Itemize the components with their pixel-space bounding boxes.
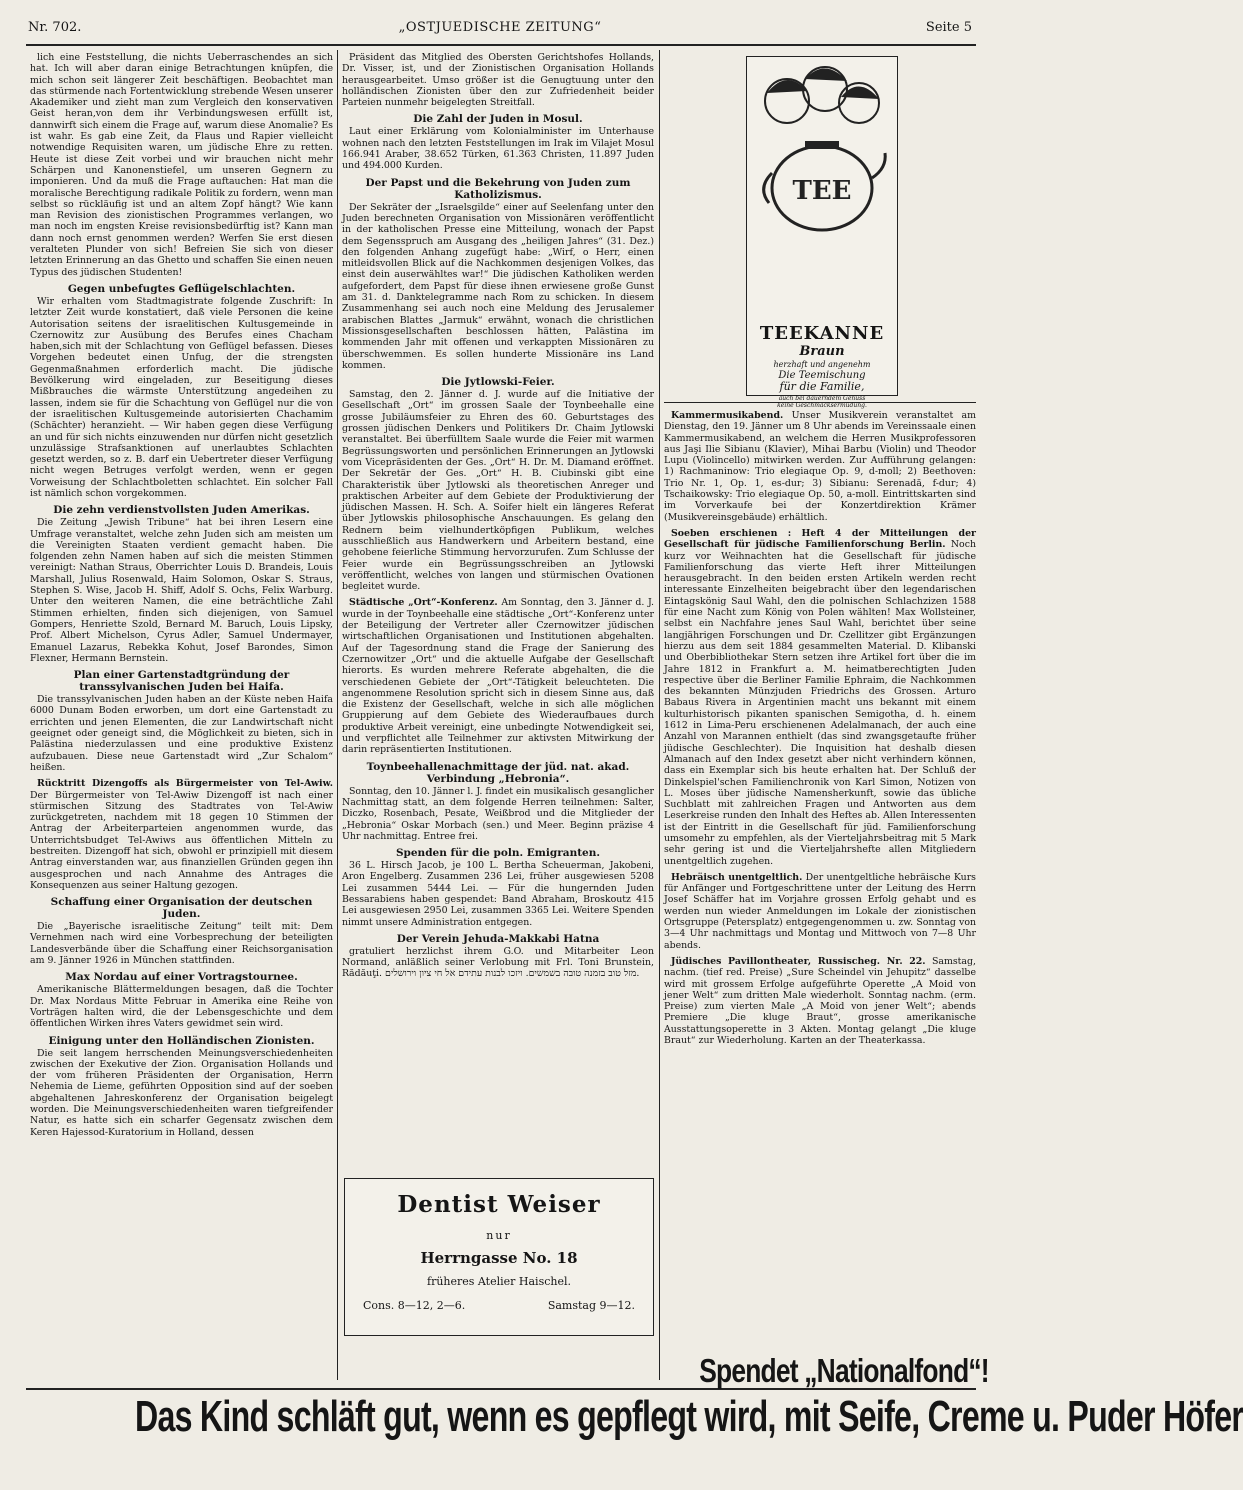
article-body [664, 528, 976, 867]
dentist-address: Herrngasse No. 18 [420, 1249, 578, 1267]
article-text: Sonntag, den 10. Jänner l. J. findet ein musikalisch gesanglicher Nachmittag statt, an dem folgende Herren teilnehmen: Salter, Diczko, Rosenbach, Pesate, Weißbrod und die Mitglieder der „Hebronia“ Oskar Morbach (sen.) und Meer. Beginn präzise 4 Uhr nachmittag. Entree frei. [342, 785, 654, 842]
article-text: Der Bürgermeister von Tel-Awiw Dizengoff ist nach einer stürmischen Sitzung des Stadtrates von Tel-Awiw zurückgetreten, nachdem mit 18 gegen 10 Stimmen der Antrag der Arbeiterparteien angenommen wurde, das Unterrichtsbudget Tel-Awiws aus öffentlichen Mitteln zu bestreiten. Dizengoff hat sich, obwohl er prinzipiell mit diesem Antrag einverstanden war, aus finanziellen Gründen gegen ihn ausgesprochen und nach Annahme des Antrages die Konsequenzen aus seiner Haltung gezogen. [30, 789, 333, 891]
article-body [30, 921, 333, 966]
article-headline: Toynbeehallenachmittage der jüd. nat. akad. Verbindung „Hebronia“. [366, 760, 630, 785]
teekanne-line2: Die Teemischung [778, 370, 866, 381]
dentist-name: Dentist Weiser [397, 1191, 601, 1218]
article-body [342, 786, 654, 842]
article-text: Samstag, nachm. (tief red. Preise) „Sure Scheindel vin Jehupitz“ dasselbe wird mit grossem Erfolge aufgeführte Operette „A Moid von jener Welt“ zum dritten Male wiederholt. Sonntag nachm. (erm. Preise) zum vierten Male „A Moid von jener Welt“; abends Premiere „Die kluge Braut“, grosse amerikanische Ausstattungsoperette in 3 Akten. Montag gelangt „Die kluge Braut“ zur Wiederholung. Karten an der Theaterkassa. [664, 955, 976, 1047]
article-body [342, 52, 654, 108]
article [30, 971, 333, 1029]
dentist-former: früheres Atelier Haischel. [427, 1275, 571, 1288]
article-body [30, 694, 333, 773]
article-body [664, 956, 976, 1046]
column-3 [664, 410, 976, 1345]
article-body [30, 517, 333, 664]
article-body [664, 410, 976, 523]
article-text: Die „Bayerische israelitische Zeitung“ teilt mit: Dem Vernehmen nach wird eine Vorbesprechung der beteiligten Landesverbände über die Schaffung einer Reichsorganisation am 9. Jänner 1926 in München stattfinden. [30, 921, 333, 967]
article-hebrew-text: מזל טוב בזמנה טובה בשמשים. ויזכו לבנות עתידם אל חי ציון וירושלים. [385, 968, 640, 980]
article-text: 36 L. Hirsch Jacob, je 100 L. Bertha Scheuerman, Jakobeni, Aron Engelberg. Zusammen 236 Lei, früher ausgewiesen 5208 Lei zusammen 5444 Lei. — Für die hungernden Juden Bessarabiens haben gespendet: Band Abraham, Broskoutz 415 Lei ausgewiesen 2950 Lei, zusammen 3365 Lei. Weitere Spenden nimmt unsere Administration entgegen. [342, 860, 654, 928]
article-body [30, 778, 333, 891]
page-header [0, 0, 1000, 40]
article [664, 528, 976, 867]
article-headline: Plan einer Gartenstadtgründung der transsylvanischen Juden bei Haifa. [73, 669, 290, 694]
article [30, 1035, 333, 1138]
article-body [664, 872, 976, 951]
article-text: Laut einer Erklärung vom Kolonialminister im Unterhause wohnen nach den letzten Feststellungen im Irak im Vilajet Mosul 166.941 Araber, 38.652 Türken, 61.363 Christen, 11.897 Juden und 494.000 Kurden. [342, 126, 654, 172]
article-text: Die seit langem herrschenden Meinungsverschiedenheiten zwischen der Exekutive der Zion. Organisation Hollands und der vom früheren Präsidenten der Organisation, Herrn Nehemia de Lieme, geführten Opposition sind auf der soeben abgehaltenen Jahreskonferenz der Organisation beigelegt worden. Die Meinungsverschiedenheiten waren tiefgreifender Natur, es hatte sich ein scharfer Gegensatz zwischen dem Keren Hajessod-Kuratorium in Holland, dessen [30, 1047, 333, 1138]
article [30, 669, 333, 773]
article-run-in-title: Städtische „Ort“-Konferenz. [349, 597, 498, 609]
article [342, 761, 654, 842]
article-text: Der unentgeltliche hebräische Kurs für Anfänger und Fortgeschrittene unter der Leitung des Herrn Josef Schäffer hat im Vorjahre grossen Erfolg gehabt und es werden nun wieder Anmeldungen im Lokale der zionistischen Ortsgruppe (Petersplatz) entgegengenommen u. zw. Sonntag von 3—4 Uhr nachmittags und Montag und Mittwoch von 7—8 Uhr abends. [664, 871, 976, 951]
article-body [30, 1048, 333, 1138]
teekanne-line1: herzhaft und angenehm [773, 360, 871, 369]
article-run-in-title: Jüdisches Pavillontheater, Russischeg. Nr. 22. [671, 955, 926, 967]
article-body [342, 860, 654, 928]
teapot-logo-text: TEE [792, 176, 852, 206]
article [30, 52, 333, 278]
article-body [30, 984, 333, 1029]
article-text: Präsident das Mitglied des Obersten Gerichtshofes Hollands, Dr. Visser, ist, und der Zionistischen Organisation Hollands herausgearbeitet. Umso größer ist die Genugtuung unter den holländischen Zionisten über den zur Zufriedenheit beider Parteien nunmehr beigelegten Streitfall. [342, 52, 654, 109]
article [342, 113, 654, 171]
article-headline: Die Jytlowski-Feier. [441, 376, 555, 389]
article [342, 933, 654, 980]
article [342, 847, 654, 928]
article-body [342, 389, 654, 592]
teekanne-line3: für die Familie, [779, 380, 865, 393]
article-headline: Die zehn verdienstvollsten Juden Amerikas. [53, 504, 310, 517]
dentist-ad [344, 1178, 654, 1336]
article-headline: Einigung unter den Holländischen Zionisten. [48, 1034, 315, 1047]
article-body [342, 126, 654, 171]
article-body [342, 202, 654, 371]
article [342, 52, 654, 108]
article-headline: Spenden für die poln. Emigranten. [395, 847, 601, 860]
teapot-family-illustration [757, 63, 887, 238]
hoefer-banner-ad: Das Kind schläft gut, wenn es gepflegt wird, mit Seife, Creme u. Puder Höfer [135, 1392, 1243, 1441]
article-run-in-title: Hebräisch unentgeltlich. [671, 871, 803, 883]
teekanne-brand: TEEKANNE [759, 323, 885, 344]
article-headline: Schaffung einer Organisation der deutschen Juden. [50, 896, 313, 921]
column-rule-2 [659, 50, 660, 1380]
article-headline: Max Nordau auf einer Vortragstournee. [65, 971, 298, 984]
article [342, 177, 654, 371]
article-body [30, 296, 333, 499]
teekanne-ad [746, 56, 898, 409]
article-headline: Die Zahl der Juden in Mosul. [413, 113, 583, 126]
article-run-in-title: Soeben erschienen : Heft 4 der Mitteilungen der Gesellschaft für jüdische Familienforschung Berlin. [664, 527, 976, 551]
article-text: Der Sekräter der „Israelsgilde“ einer auf Seelenfang unter den Juden berechneten Organisation von Missionären veröffentlicht in der katholischen Presse eine Mitteilung, wonach der Papst dem Segensspruch am Ausgang des „heiligen Jahres“ (31. Dez.) den folgenden Anhang zugefügt habe: „Wirf, o Herr, einen mitleidsvollen Blick auf die Nachkommen desjenigen Volkes, das einst dein auserwähltes war!“ Die jüdischen Katholiken werden aufgefordert, dem Papst für diese ihnen erwiesene große Gunst am 31. d. Danktelegramme nach Rom zu schicken. In diesem Zusammenhang sei auch noch eine Meldung des Jerusalemer arabischen Blattes „Jarmuk“ erwähnt, wonach die christlichen Missionsgesellschaften beschlossen hätten, Palästina im kommenden Jahr mit offenen und verkappten Missionären zu überschwemmen. Es sollen hunderte Missionäre ins Land kommen. [342, 201, 654, 371]
article [342, 376, 654, 592]
article-text: Amerikanische Blättermeldungen besagen, daß die Tochter Dr. Max Nordaus Mitte Februar in Amerika eine Reihe von Vorträgen halten wird, die der Lebensgeschichte und dem öffentlichen Wirken ihres Vaters gewidmet sein wird. [30, 984, 333, 1030]
teekanne-variety: Braun [799, 344, 845, 359]
article-text: Samstag, den 2. Jänner d. J. wurde auf die Initiative der Gesellschaft „Ort“ im grossen Saale der Toynbeehalle eine grosse Jubiläumsfeier zu Ehren des 60. Geburtstages des grossen jüdischen Denkers und Politikers Dr. Chaim Jytlowski veranstaltet. Bei überfülltem Saale wurde die Feier mit warmen Begrüssungsworten und persönlichen Erinnerungen an Jytlowski vom Vicepräsidenten der Ges. „Ort“ H. Dr. M. Diamand eröffnet. Der Sekretär der Ges. „Ort“ H. B. Ciubinski gibt eine Charakteristik über Jytlowski als theoretischen Anreger und praktischen Arbeiter auf dem Gebiete der Produktivierung der jüdischen Massen. H. Sch. A. Soifer hielt ein längeres Referat über Jytlowskis philosophische Anschauungen. Es gelang den Rednern beim vielhundertköpfigen Publikum, welches ausschließlich aus Handwerkern und Arbeitern bestand, eine gehobene feierliche Stimmung hervorzurufen. Zum Schlusse der Feier wurde ein Begrüssungsschreiben an Jytlowski veröffentlicht, welches von langen und stürmischen Ovationen begleitet wurde. [342, 389, 654, 593]
article-run-in-title: Kammermusikabend. [671, 410, 784, 421]
article-text: Die transsylvanischen Juden haben an der Küste neben Haifa 6000 Dunam Boden erworben, um dort eine Gartenstadt zu errichten und jenen Elementen, die zur Landwirtschaft nicht geeignet oder geneigt sind, die Möglichkeit zu bieten, sich in Palästina niederzulassen und eine produktive Existenz aufzubauen. Diese neue Gartenstadt wird „Zur Schalom“ heißen. [30, 694, 333, 773]
article-text: Am Sonntag, den 3. Jänner d. J. wurde in der Toynbeehalle eine städtische „Ort“-Konferenz unter der Beteiligung der Vertreter aller Czernowitzer jüdischen wirtschaftlichen Organisationen und Institutionen abgehalten. Auf der Tagesordnung stand die Frage der Sanierung des Czernowitzer „Ort“ und die aktuelle Aufgabe der Gesellschaft hierorts. Es wurden mehrere Referate abgehalten, die die verschiedenen Gebiete der „Ort“-Tätigkeit beleuchteten. Die angenommene Resolution spricht sich in diesem Sinne aus, daß die Existenz der Gesellschaft, welche in sich alle möglichen Gruppierung auf dem Gebiete des Wiederaufbaues durch produktive Arbeit vereinigt, eine unbedingte Notwendigkeit sei, und verpflichtet alle Teilnehmer zur aktivsten Mitwirkung der darin repräsentierten Institutionen. [342, 597, 655, 756]
article [664, 872, 976, 951]
article-text: Noch kurz vor Weihnachten hat die Gesellschaft für jüdische Familienforschung das vierte Heft ihrer Mitteilungen herausgebracht. In den beiden ersten Artikeln werden recht interessante Einzelheiten beigebracht über den legendarischen Eintagskönig Saul Wahl, den die polnischen Schlachzizen 1588 für eine Nacht zum König von Polen wählten! Max Wollsteiner, selbst ein Nachfahre jenes Saul Wahl, berichtet über seine langjährigen Forschungen und Dr. Czellitzer gibt Ergänzungen hierzu aus dem seit 1884 gesammelten Material. D. Klibanski und Oberbibliothekar Stern setzen ihre Artikel fort über die im Jahre 1812 in Frankfurt a. M. heimatberechtigten Juden respective über die Berliner Familie Ephraim, die Nachkommen des bekannten Münzjuden Friedrichs des Grossen. Arturo Babaus Rivera in Argentinien macht uns bekannt mit einem kulturhistorisch pikanten spanischen Semigotha, d. h. einem 1612 in Lima-Peru erschienenen Adelalmanach, der auch eine Anzahl von Marannen enthielt (das sind zwangsgetaufte früher jüdische Geschlechter). Die Inquisition hat deshalb diesen Almanach auf den Index gesetzt aber nicht verhindern können, dass ein Exemplar sich bis heute erhalten hat. Der Schluß der Dinkelspiel'schen Familienchronik von Karl Simon, Notizen von L. Moses über jüdische Namensherkunft, sowie das übliche Suchblatt mit zahlreichen Fragen und Antworten aus dem Leserkreise runden den Inhalt des Heftes ab. Allen Interessenten ist der Eintritt in die Gesellschaft für jüd. Familienforschung umsomehr zu empfehlen, als der Vierteljahrsbeitrag mit 5 Mark sehr gering ist und die Vierteljahrshefte allen Mitgliedern unentgeltlich zugehen. [664, 539, 976, 867]
article-run-in-title: Rücktritt Dizengoffs als Bürgermeister von Tel-Awiw. [37, 778, 333, 790]
article [342, 597, 654, 755]
article-text: lich eine Feststellung, die nichts Ueberraschendes an sich hat. Ich will aber daran einige Betrachtungen knüpfen, die mich schon seit längerer Zeit beschäftigen. Beobachtet man das stürmende nach Fortentwicklung strebende Wesen unserer Akademiker und zieht man zum Vergleich den konservativen Geist heran,von dem ihr Verbindungswesen erfüllt ist, dannwirft sich einem die Frage auf, warum diese Anomalie? Es ist wahr. Es gab eine Zeit, da Flaus und Rapier vielleicht notwendige Requisiten waren, um jüdische Ehre zu retten. Heute ist diese Zeit vorbei und wir brauchen nicht mehr Schärpen und Kanonenstiefel, um unseren Gegnern zu imponieren. Und da muß die Frage auftauchen: Hat man die moralische Berechtigung radikale Politik zu fordern, wenn man selbst so rückläufig ist und an altem Zopf hängt? Wie kann man Revision des zionistischen Programmes verlangen, wo man noch im engsten Kreise revisionsbedürftig ist? Kann man dann noch ernst genommen werden? Werfen Sie erst diesen veralteten Plunder von sich! Befreien Sie sich von dieser letzten Erinnerung an das Ghetto und schaffen Sie einen neuen Typus des jüdischen Studenten! [30, 52, 333, 278]
page-label: Seite 5 [925, 20, 972, 35]
article-headline: Der Papst und die Bekehrung von Juden zum Katholizismus. [365, 176, 631, 201]
article [664, 410, 976, 523]
dentist-hours-weekday: Cons. 8—12, 2—6. [363, 1299, 466, 1312]
article-headline: Der Verein Jehuda-Makkabi Hatna [396, 932, 600, 945]
nationalfond-ad: Spendet „Nationalfond“! [699, 1352, 989, 1389]
column-2 [342, 52, 654, 1367]
article-text: Die Zeitung „Jewish Tribune“ hat bei ihren Lesern eine Umfrage veranstaltet, welche zehn Juden sich am meisten um die Vereinigten Staaten verdient gemacht haben. Die folgenden zehn Namen haben auf sich die meisten Stimmen vereinigt: Nathan Straus, Oberrichter Louis D. Brandeis, Louis Marshall, Julius Rosenwald, Haim Solomon, Oskar S. Straus, Stephen S. Wise, Jacob H. Shiff, Adolf S. Ochs, Felix Warburg. Unter den weiteren Namen, die eine beträchtliche Zahl Stimmen erhielten, finden sich diejenigen, von Samuel Gompers, Henriette Szold, Bernard M. Baruch, Louis Lipsky, Prof. Albert Michelson, Cyrus Adler, Samuel Undermayer, Emanuel Lazarus, Rebekka Kohut, Josef Barondes, Simon Flexner, Hermann Bernstein. [30, 517, 333, 664]
article-body [30, 52, 333, 278]
header-rule [26, 44, 976, 46]
teekanne-line4: auch bei dauerndem Genuss [778, 395, 866, 402]
article [30, 504, 333, 664]
teekanne-line5: keine Geschmacksermüdung. [777, 402, 867, 409]
page-number: Nr. 702. [28, 20, 82, 35]
article-body [342, 946, 654, 980]
dentist-hours-saturday: Samstag 9—12. [547, 1299, 635, 1312]
article-headline: Gegen unbefugtes Geflügelschlachten. [67, 282, 296, 295]
article-text: Wir erhalten vom Stadtmagistrate folgende Zuschrift: In letzter Zeit wurde konstatiert, daß viele Personen die keine Autorisation seitens der israelitischen Kultusgemeinde in Czernowitz zur Ausübung des Berufes eines Chacham haben,sich mit der Schlachtung von Geflügel befassen. Dieses Vorgehen bedeutet einen Unfug, der die strengsten Gegenmaßnahmen erforderlich macht. Die jüdische Bevölkerung wird eingeladen, zur Beseitigung dieses Mißbrauches die wärmste Unterstützung angedeihen zu lassen, indem sie für die Schachtung von Geflügel nur die von der israelitischen Kultusgemeinde autorisierten Chachamim (Schächter) heranzieht. — Wir haben gegen diese Verfügung an und für sich nichts einzuwenden nur dürfen nicht gesetzlich unzulässige Strafsanktionen auf unerlaubtes Schlachten gesetzt werden, so z. B. darf ein Uebertreter dieser Verfügung nicht wegen Betruges verfolgt werden, wenn er gegen Vorweisung der Schlachtboletten schlachtet. Ein solcher Fall ist nämlich schon vorgekommen. [30, 295, 333, 499]
article-text: gratuliert herzlichst ihrem G.O. und Mitarbeiter Leon Normand, anläßlich seiner Verlobung mit Frl. Toni Brunstein, Rădăuţi. [342, 945, 654, 980]
dentist-only: nur [486, 1229, 512, 1242]
article [30, 896, 333, 966]
article [664, 956, 976, 1046]
article-body [342, 597, 654, 755]
article [30, 778, 333, 891]
masthead: „OSTJUEDISCHE ZEITUNG“ [398, 20, 602, 35]
column-rule-1 [337, 50, 338, 1380]
article [30, 283, 333, 499]
article-text: Unser Musikverein veranstaltet am Dienstag, den 19. Jänner um 8 Uhr abends im Vereinssaale einen Kammermusikabend, an welchem die Herren Musikprofessoren aus Jaşi Ilie Sibianu (Klavier), Mihai Barbu (Violin) und Theodor Lupu (Violincello) mitwirken werden. Zur Aufführung gelangen: 1) Rachmaninow: Trio elegiaque Op. 9, d-moll; 2) Beethoven: Trio Nr. 1, Op. 1, es-dur; 3) Sibianu: Serenadă, f-dur; 4) Tschaikowsky: Trio elegiaque Op. 50, a-moll. Eintrittskarten sind im Vorverkaufe bei der Konzertdirektion Krämer (Musikvereinsgebäude) erhältlich. [664, 410, 976, 523]
column-1 [30, 52, 333, 1367]
